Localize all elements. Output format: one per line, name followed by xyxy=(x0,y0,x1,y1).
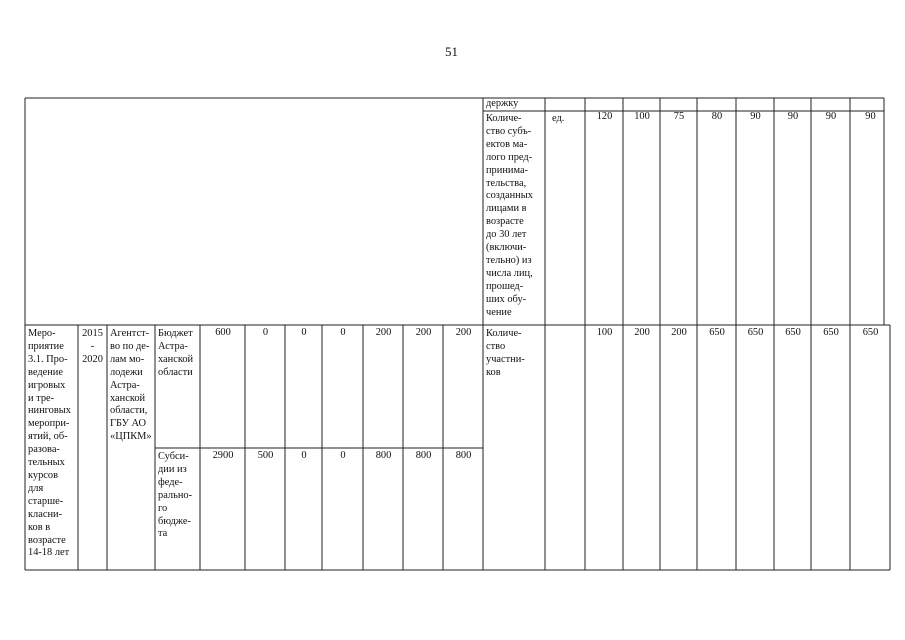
lower-value: 650 xyxy=(862,327,879,338)
funding-value: 0 xyxy=(340,450,346,461)
lower-value: 200 xyxy=(671,327,687,338)
funding-value: 800 xyxy=(455,450,472,461)
lower-value: 200 xyxy=(634,327,650,338)
lower-value: 650 xyxy=(785,327,801,338)
page-number: 51 xyxy=(445,44,458,59)
upper-value: 75 xyxy=(673,111,685,122)
upper-value: 90 xyxy=(787,111,799,122)
period: 2015 - 2020 xyxy=(82,328,103,365)
lower-value: 650 xyxy=(747,327,764,338)
upper-value: 120 xyxy=(596,111,613,122)
upper-value: 100 xyxy=(634,111,650,122)
upper-value: 90 xyxy=(865,111,876,122)
funding-value: 0 xyxy=(340,327,346,338)
lower-unit xyxy=(546,327,584,347)
funding-value: 0 xyxy=(262,327,269,338)
lower-value: 650 xyxy=(823,327,839,338)
funding-value: 0 xyxy=(301,327,307,338)
upper-indicator: Количе- ство субъ- ектов ма- лого пред- принима- тельства, созданных лицами в возрасте до 30 лет (включи- тельно) из числа лиц, прошед- ших обу- чение xyxy=(486,113,533,318)
upper-value: 90 xyxy=(750,111,761,122)
upper-value: 90 xyxy=(825,111,837,122)
funding-value: 800 xyxy=(375,450,392,461)
lower-value: 100 xyxy=(596,327,613,338)
funding-value: 0 xyxy=(301,450,307,461)
measure-name: Меро- приятие 3.1. Про- ведение игровых и тре- нинговых меропри- ятий, об- разова- тельных курсов для старше- класни- ков в возрасте 14-18 лет xyxy=(28,328,71,559)
funding-value: 2900 xyxy=(212,450,234,461)
funding-value: 200 xyxy=(375,327,392,338)
upper-unit: ед. xyxy=(552,113,565,124)
funding-value: 800 xyxy=(415,450,432,461)
funding-value: 200 xyxy=(455,327,472,338)
funding-source-name: Субси- дии из феде- рально- го бюдже- та xyxy=(158,451,193,540)
lower-indicator: Количе- ство участни- ков xyxy=(486,328,525,378)
lower-value: 650 xyxy=(709,327,725,338)
upper-row-a-label: держку xyxy=(486,98,519,109)
funding-source-name: Бюджет Астра- ханской области xyxy=(158,328,194,378)
executor: Агентст- во по де- лам мо- лодежи Астра- ханской области, ГБУ АО «ЦПКМ» xyxy=(110,328,152,443)
funding-value: 500 xyxy=(257,450,274,461)
upper-value: 80 xyxy=(711,111,723,122)
funding-value: 200 xyxy=(415,327,432,338)
funding-value: 600 xyxy=(215,327,231,338)
